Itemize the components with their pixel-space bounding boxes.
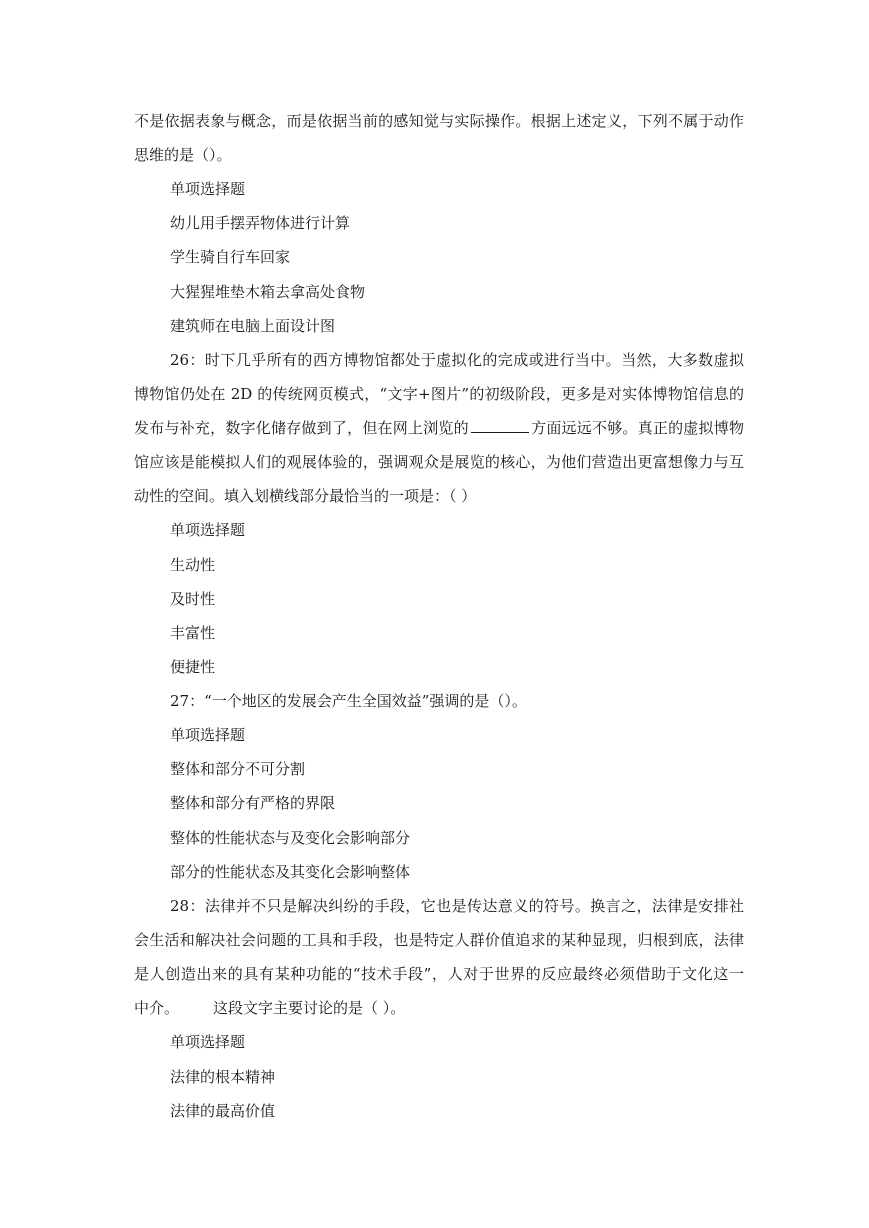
q26-stem-line-3-after-blank: 方面远远不够。真正的虚拟博物 [530,419,744,437]
q28-option-a: 法律的根本精神 [170,1068,276,1086]
q26-option-c: 丰富性 [170,624,216,642]
q27-stem-line-1: 27：“一个地区的发展会产生全国效益”强调的是（）。 [170,692,527,710]
q28-stem-line-4-part-1: 中介。 [134,999,180,1017]
q27-option-d: 部分的性能状态及其变化会影响整体 [170,863,411,881]
q28-stem-line-1: 28：法律并不只是解决纠纷的手段，它也是传达意义的符号。换言之，法律是安排社 [170,897,744,915]
q26-stem-line-1: 26：时下几乎所有的西方博物馆都处于虚拟化的完成或进行当中。当然，大多数虚拟 [170,351,744,369]
q28-stem-line-2: 会生活和解决社会问题的工具和手段，也是特定人群价值追求的某种显现，归根到底，法律 [134,931,744,949]
fill-in-blank [471,418,529,433]
q26-stem-line-3 [134,418,744,438]
q26-option-a: 生动性 [170,556,216,574]
q28-question-type: 单项选择题 [170,1033,246,1051]
q26-question-type: 单项选择题 [170,521,246,539]
q27-question-type: 单项选择题 [170,726,246,744]
q27-option-a: 整体和部分不可分割 [170,760,306,778]
q25-option-d: 建筑师在电脑上面设计图 [170,317,336,335]
q28-stem-line-4-part-2: 这段文字主要讨论的是（ ）。 [213,999,406,1017]
q26-stem-line-2: 博物馆仍处在 2D 的传统网页模式，“文字+图片”的初级阶段，更多是对实体博物馆信息的 [134,385,744,403]
q26-option-d: 便捷性 [170,658,216,676]
q25-stem-line-2: 思维的是（）。 [134,146,232,164]
q25-option-a: 幼儿用手摆弄物体进行计算 [170,214,351,232]
q28-option-b: 法律的最高价值 [170,1102,276,1120]
q25-question-type: 单项选择题 [170,180,246,198]
q27-option-c: 整体的性能状态与及变化会影响部分 [170,829,411,847]
q28-stem-line-4 [134,998,744,1018]
q25-option-b: 学生骑自行车回家 [170,248,291,266]
q26-stem-line-4: 馆应该是能模拟人们的观展体验的，强调观众是展览的核心，为他们营造出更富想像力与互 [134,453,744,471]
q26-stem-line-3-before-blank: 发布与补充，数字化储存做到了，但在网上浏览的 [134,419,469,437]
q26-option-b: 及时性 [170,590,216,608]
q25-stem-line-1: 不是依据表象与概念，而是依据当前的感知觉与实际操作。根据上述定义，下列不属于动作 [134,112,744,130]
q25-option-c: 大猩猩堆垫木箱去拿高处食物 [170,283,366,301]
q27-option-b: 整体和部分有严格的界限 [170,794,336,812]
q26-stem-line-5: 动性的空间。填入划横线部分最恰当的一项是：（ ） [134,487,477,505]
q28-stem-line-3: 是人创造出来的具有某种功能的“技术手段”，人对于世界的反应最终必须借助于文化这一 [134,965,744,983]
